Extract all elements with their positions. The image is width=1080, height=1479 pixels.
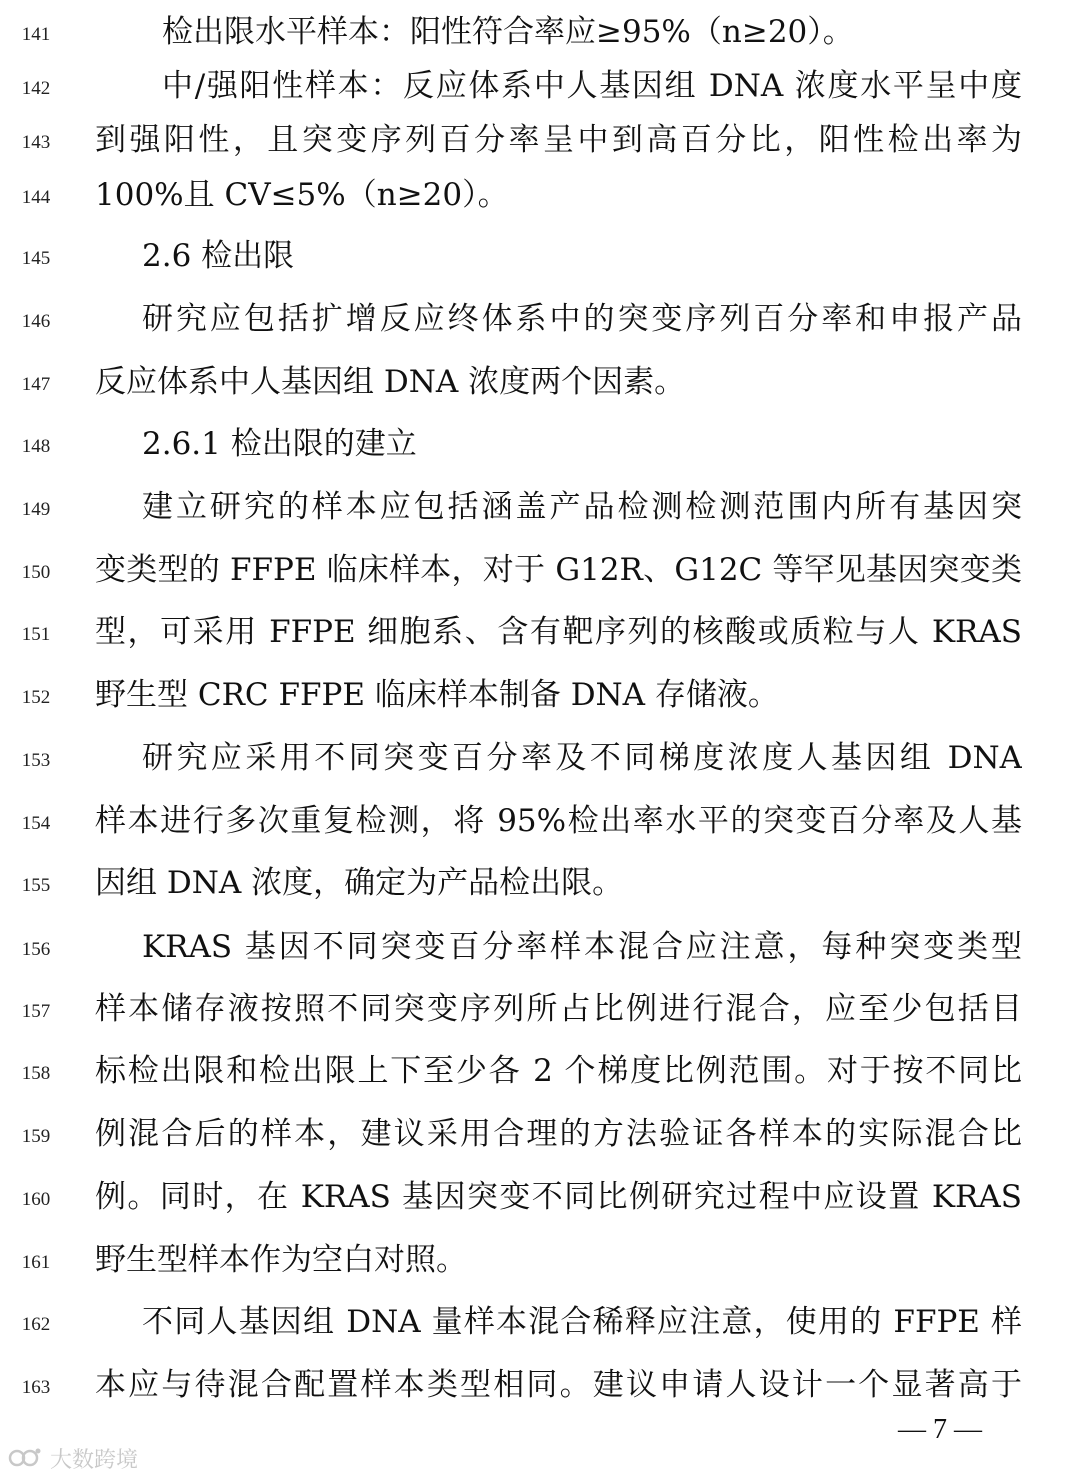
- text-line-161: [0, 1240, 1080, 1280]
- text-line-141: [0, 12, 1080, 52]
- line-text: 反应体系中人基因组 DNA 浓度两个因素。: [95, 364, 686, 400]
- line-number: 147: [21, 374, 51, 395]
- line-text: 因组 DNA 浓度，确定为产品检出限。: [95, 865, 624, 901]
- line-text: 型，可采用 FFPE 细胞系、含有靶序列的核酸或质粒与人 KRAS: [95, 614, 1022, 650]
- line-text: 样本储存液按照不同突变序列所占比例进行混合，应至少包括目: [95, 991, 1022, 1027]
- line-text: 100%且 CV≤5%（n≥20）。: [95, 177, 509, 213]
- line-text: 例。同时，在 KRAS 基因突变不同比例研究过程中应设置 KRAS: [95, 1179, 1022, 1215]
- line-number: 142: [21, 78, 51, 99]
- line-number: 144: [21, 187, 51, 208]
- line-text: 2.6.1 检出限的建立: [142, 426, 417, 462]
- text-line-160: [0, 1177, 1080, 1217]
- line-number: 161: [21, 1252, 51, 1273]
- line-text: 检出限水平样本：阳性符合率应≥95%（n≥20）。: [162, 14, 854, 50]
- line-number: 155: [21, 875, 51, 896]
- text-line-152: [0, 675, 1080, 715]
- line-number: 158: [21, 1063, 51, 1084]
- line-text: 不同人基因组 DNA 量样本混合稀释应注意，使用的 FFPE 样: [142, 1304, 1022, 1340]
- line-number: 154: [21, 813, 51, 834]
- text-line-147: [0, 362, 1080, 402]
- line-number: 159: [21, 1126, 51, 1147]
- text-line-143: [0, 120, 1080, 160]
- text-line-156: [0, 927, 1080, 967]
- text-line-148: [0, 424, 1080, 464]
- text-line-159: [0, 1114, 1080, 1154]
- line-number: 151: [21, 624, 51, 645]
- line-number: 156: [21, 939, 51, 960]
- watermark-text: 大数跨境: [50, 1447, 139, 1473]
- line-number: 148: [21, 436, 51, 457]
- line-text: 中/强阳性样本：反应体系中人基因组 DNA 浓度水平呈中度: [162, 68, 1022, 104]
- text-line-153: [0, 738, 1080, 778]
- line-number: 162: [21, 1314, 51, 1335]
- line-number: 150: [21, 562, 51, 583]
- line-text: 2.6 检出限: [142, 238, 295, 274]
- line-number: 153: [21, 750, 51, 771]
- text-line-162: [0, 1302, 1080, 1342]
- line-text: 到强阳性，且突变序列百分率呈中到高百分比，阳性检出率为: [95, 122, 1022, 158]
- line-text: 野生型 CRC FFPE 临床样本制备 DNA 存储液。: [95, 677, 779, 713]
- text-line-150: [0, 550, 1080, 590]
- line-number: 163: [21, 1377, 51, 1398]
- line-text: 变类型的 FFPE 临床样本，对于 G12R、G12C 等罕见基因突变类: [95, 552, 1022, 588]
- line-number: 143: [21, 132, 51, 153]
- line-number: 149: [21, 499, 51, 520]
- line-number: 145: [21, 248, 51, 269]
- watermark-logo-icon: [8, 1445, 42, 1471]
- watermark: [8, 1444, 138, 1472]
- text-line-154: [0, 801, 1080, 841]
- line-text: 本应与待混合配置样本类型相同。建议申请人设计一个显著高于: [95, 1367, 1022, 1403]
- page-number: — 7 —: [898, 1414, 982, 1445]
- line-number: 152: [21, 687, 51, 708]
- line-text: 标检出限和检出限上下至少各 2 个梯度比例范围。对于按不同比: [95, 1053, 1022, 1089]
- line-text: 研究应采用不同突变百分率及不同梯度浓度人基因组 DNA: [142, 740, 1022, 776]
- line-text: KRAS 基因不同突变百分率样本混合应注意，每种突变类型: [142, 929, 1022, 965]
- text-line-157: [0, 989, 1080, 1029]
- line-text: 建立研究的样本应包括涵盖产品检测检测范围内所有基因突: [142, 489, 1022, 525]
- text-line-144: [0, 175, 1080, 215]
- text-line-158: [0, 1051, 1080, 1091]
- line-number: 160: [21, 1189, 51, 1210]
- text-line-155: [0, 863, 1080, 903]
- text-line-146: [0, 299, 1080, 339]
- line-number: 157: [21, 1001, 51, 1022]
- line-text: 例混合后的样本，建议采用合理的方法验证各样本的实际混合比: [95, 1116, 1022, 1152]
- line-text: 野生型样本作为空白对照。: [95, 1242, 467, 1278]
- line-number: 146: [21, 311, 51, 332]
- text-line-163: [0, 1365, 1080, 1405]
- text-line-149: [0, 487, 1080, 527]
- line-number: 141: [21, 24, 51, 45]
- text-line-145: [0, 236, 1080, 276]
- line-text: 样本进行多次重复检测，将 95%检出率水平的突变百分率及人基: [95, 803, 1022, 839]
- text-line-151: [0, 612, 1080, 652]
- line-text: 研究应包括扩增反应终体系中的突变序列百分率和申报产品: [142, 301, 1022, 337]
- text-line-142: [0, 66, 1080, 106]
